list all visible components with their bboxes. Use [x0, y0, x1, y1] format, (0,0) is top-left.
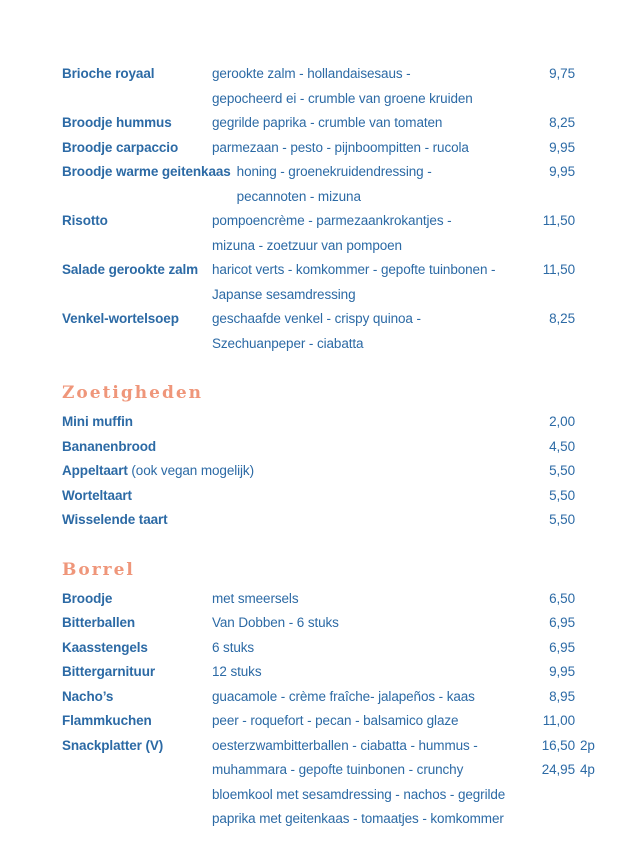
item-name-text: Risotto — [62, 213, 108, 228]
item-price — [511, 111, 575, 136]
item-description — [212, 111, 511, 136]
menu-item-row — [62, 111, 575, 136]
item-description — [212, 410, 511, 435]
item-price — [511, 508, 575, 533]
item-name — [62, 111, 212, 136]
menu-item-row — [62, 636, 575, 661]
item-name-text: Broodje carpaccio — [62, 139, 179, 155]
menu-item-row — [62, 734, 595, 832]
item-description-line: parmezaan - pesto - pijnboompitten - rucola — [212, 139, 469, 155]
item-description — [212, 734, 511, 832]
item-price-value: 8,25 — [549, 115, 575, 130]
item-price-value: 6,50 — [549, 590, 575, 606]
menu-item-row — [62, 435, 575, 460]
item-description — [212, 459, 511, 484]
item-description-line: paprika met geitenkaas - tomaatjes - komkommer — [212, 811, 504, 826]
item-price — [511, 611, 575, 636]
item-description — [237, 160, 511, 209]
item-name — [62, 435, 212, 460]
item-name — [62, 410, 212, 435]
menu-item-row — [62, 709, 575, 734]
item-description-line: gepocheerd ei - crumble van groene kruiden — [212, 90, 473, 106]
item-description — [212, 62, 511, 111]
item-description-line: Van Dobben - 6 stuks — [212, 615, 339, 630]
item-price — [511, 636, 575, 661]
item-name-note: (ook vegan mogelijk) — [127, 463, 254, 478]
item-name — [62, 160, 237, 209]
item-description-line: muhammara - gepofte tuinbonen - crunchy — [212, 762, 464, 777]
item-price-value: 9,95 — [549, 664, 575, 679]
item-price-value: 9,95 — [549, 139, 575, 155]
item-description — [212, 136, 511, 161]
item-price-value: 11,50 — [542, 262, 575, 277]
item-price — [511, 160, 575, 209]
item-description — [212, 307, 511, 356]
item-description — [212, 611, 511, 636]
item-name-text: Venkel-wortelsoep — [62, 311, 179, 326]
item-description-line: pompoencrème - parmezaankrokantjes - — [212, 213, 452, 228]
item-name-text: Kaasstengels — [62, 639, 148, 655]
item-price — [511, 136, 575, 161]
item-price-per-persons: 2p — [580, 737, 595, 753]
item-name — [62, 258, 212, 307]
item-price-value: 6,95 — [549, 639, 575, 655]
item-price-line — [511, 660, 575, 685]
item-name — [62, 209, 212, 258]
item-price-line — [511, 587, 575, 612]
item-description-line: 6 stuks — [212, 639, 255, 655]
item-description-line: bloemkool met sesamdressing - nachos - gegrilde — [212, 786, 506, 802]
menu-item-row — [62, 209, 575, 258]
menu-item-row — [62, 660, 575, 685]
item-price-line — [511, 685, 575, 710]
item-name-text: Snackplatter (V) — [62, 737, 164, 753]
item-name-text: Bananenbrood — [62, 438, 157, 454]
item-description-line: guacamole - crème fraîche- jalapeños - kaas — [212, 688, 475, 704]
menu-item-row — [62, 685, 575, 710]
item-price-value: 11,00 — [542, 713, 575, 728]
item-description — [212, 209, 511, 258]
item-description-line: gegrilde paprika - crumble van tomaten — [212, 115, 443, 130]
item-description-line: haricot verts - komkommer - gepofte tuinbonen - — [212, 262, 496, 277]
item-price — [511, 660, 575, 685]
item-price — [511, 709, 575, 734]
item-price — [511, 410, 575, 435]
item-description-line: met smeersels — [212, 590, 299, 606]
menu-item-row — [62, 459, 575, 484]
item-name-text: Nacho’s — [62, 688, 114, 704]
item-description-line: oesterzwambitterballen - ciabatta - hummus - — [212, 737, 478, 753]
menu-item-row — [62, 136, 575, 161]
item-name — [62, 734, 212, 832]
item-name — [62, 611, 212, 636]
menu-item-row — [62, 62, 575, 111]
item-price-line — [511, 459, 575, 484]
item-price — [511, 258, 575, 307]
menu-item-row — [62, 160, 575, 209]
item-description-line: 12 stuks — [212, 664, 262, 679]
item-name — [62, 508, 212, 533]
item-name-text: Salade gerookte zalm — [62, 262, 199, 277]
menu-item-row — [62, 611, 575, 636]
item-price-line — [511, 160, 575, 185]
item-price-value: 16,50 — [541, 737, 575, 753]
item-description — [212, 660, 511, 685]
item-price-value: 8,95 — [549, 688, 575, 704]
item-price-line — [511, 62, 575, 87]
menu-item-row — [62, 484, 575, 509]
item-description-line: Szechuanpeper - ciabatta — [212, 335, 364, 351]
item-description-line: peer - roquefort - pecan - balsamico glaze — [212, 713, 459, 728]
item-description — [212, 435, 511, 460]
item-name-text: Broodje warme geitenkaas — [62, 164, 231, 179]
menu-section — [62, 558, 595, 832]
item-name-text: Broodje hummus — [62, 115, 172, 130]
item-price-line — [511, 611, 575, 636]
item-name-text: Flammkuchen — [62, 713, 152, 728]
item-description — [212, 258, 511, 307]
item-name-text: Appeltaart — [62, 463, 128, 478]
menu-section — [62, 381, 575, 533]
item-price-line — [511, 435, 575, 460]
item-name-text: Mini muffin — [62, 414, 133, 429]
menu-section — [62, 62, 575, 356]
item-description — [212, 636, 511, 661]
item-price-line — [511, 734, 595, 759]
item-price-value: 5,50 — [549, 463, 575, 478]
item-price-value: 5,50 — [549, 512, 575, 527]
item-name-text: Bittergarnituur — [62, 664, 156, 679]
item-description — [212, 484, 511, 509]
item-name — [62, 459, 254, 484]
item-description — [212, 709, 511, 734]
item-description-line: Japanse sesamdressing — [212, 286, 356, 302]
item-price-line — [511, 307, 575, 332]
item-name — [62, 136, 212, 161]
item-price-line — [511, 136, 575, 161]
item-name — [62, 636, 212, 661]
item-price-value: 8,25 — [549, 311, 575, 326]
item-description — [212, 508, 511, 533]
item-name — [62, 660, 212, 685]
item-price-line — [511, 111, 575, 136]
item-description-line: mizuna - zoetzuur van pompoen — [212, 237, 402, 253]
item-price-line — [511, 508, 575, 533]
item-price — [511, 62, 575, 111]
item-name-text: Bitterballen — [62, 615, 136, 630]
item-description-line: gerookte zalm - hollandaisesaus - — [212, 66, 411, 81]
item-name-text: Brioche royaal — [62, 66, 155, 81]
menu-item-row — [62, 307, 575, 356]
item-price-line — [511, 484, 575, 509]
item-description-line: pecannoten - mizuna — [236, 188, 361, 204]
item-price-value: 24,95 — [541, 762, 575, 777]
item-description — [212, 587, 511, 612]
item-price-value: 5,50 — [549, 487, 575, 503]
item-price — [511, 307, 575, 356]
section-heading-borrel: Borrel — [62, 559, 135, 580]
menu-item-row — [62, 258, 575, 307]
item-price-value: 2,00 — [549, 414, 575, 429]
item-name-text: Wisselende taart — [62, 512, 168, 527]
item-name — [62, 484, 212, 509]
item-price-line — [511, 258, 575, 283]
item-description-line: honing - groenekruidendressing - — [236, 164, 432, 179]
menu-content — [62, 62, 595, 832]
item-price — [511, 209, 575, 258]
item-name — [62, 587, 212, 612]
item-price — [511, 484, 575, 509]
item-description-line: geschaafde venkel - crispy quinoa - — [212, 311, 421, 326]
item-price — [511, 587, 575, 612]
item-price-line — [511, 758, 595, 783]
item-price-line — [511, 410, 575, 435]
section-heading-zoetigheden: Zoetigheden — [62, 383, 203, 403]
menu-item-row — [62, 587, 575, 612]
item-name-text: Worteltaart — [62, 487, 132, 503]
item-price-line — [511, 636, 575, 661]
item-price — [511, 685, 575, 710]
item-name-text: Broodje — [62, 590, 113, 606]
menu-item-row — [62, 410, 575, 435]
menu-item-row — [62, 508, 575, 533]
item-price — [511, 435, 575, 460]
item-price-value: 11,50 — [542, 213, 575, 228]
item-price-value: 9,95 — [549, 164, 575, 179]
item-name — [62, 709, 212, 734]
item-price-value: 9,75 — [549, 66, 575, 81]
item-name — [62, 62, 212, 111]
item-price — [511, 459, 575, 484]
item-description — [212, 685, 511, 710]
item-price — [511, 734, 595, 832]
item-price-value: 4,50 — [549, 438, 575, 454]
item-price-value: 6,95 — [549, 615, 575, 630]
item-price-line — [511, 209, 575, 234]
item-price-per-persons: 4p — [580, 762, 595, 777]
item-name — [62, 307, 212, 356]
item-price-line — [511, 709, 575, 734]
item-name — [62, 685, 212, 710]
